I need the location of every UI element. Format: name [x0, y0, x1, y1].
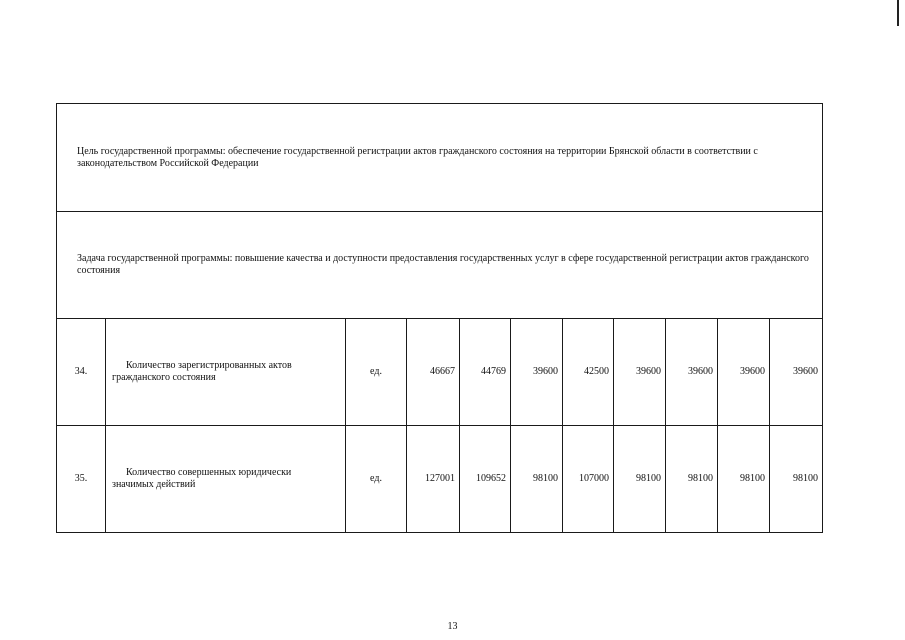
row-number: 35.: [57, 426, 106, 533]
task-text: Задача государственной программы: повышение качества и доступности предоставления государственных услуг в сфере государственной регистрации актов гражданского состояния: [77, 253, 809, 276]
value-cell: 98100: [511, 426, 563, 533]
value-cell: 98100: [614, 426, 666, 533]
unit-cell: ед.: [346, 319, 407, 426]
value-cell: 42500: [563, 319, 614, 426]
page-number: 13: [447, 621, 458, 632]
indicator-name-text: Количество совершенных юридически значимых действий: [112, 467, 292, 490]
value-cell: 39600: [770, 319, 823, 426]
value-cell: 39600: [614, 319, 666, 426]
indicator-name-text: Количество зарегистрированных актов гражданского состояния: [112, 360, 292, 383]
indicators-table: [56, 103, 823, 533]
goal-text: Цель государственной программы: обеспечение государственной регистрации актов гражданского состояния на территории Брянской области в соответствии с законодательством Российской Федерации: [77, 145, 758, 169]
goal-row: [57, 104, 823, 212]
unit-cell: ед.: [346, 426, 407, 533]
value-cell: 39600: [666, 319, 718, 426]
value-cell: 107000: [563, 426, 614, 533]
indicator-name: [106, 426, 346, 533]
value-cell: 98100: [770, 426, 823, 533]
value-cell: 44769: [460, 319, 511, 426]
page-edge-mark: [897, 0, 899, 26]
task-row: [57, 212, 823, 319]
value-cell: 39600: [718, 319, 770, 426]
value-cell: 98100: [718, 426, 770, 533]
table-row: [57, 319, 823, 426]
value-cell: 127001: [407, 426, 460, 533]
value-cell: 46667: [407, 319, 460, 426]
value-cell: 39600: [511, 319, 563, 426]
task-cell: [57, 212, 823, 319]
table-row: [57, 426, 823, 533]
row-number: 34.: [57, 319, 106, 426]
goal-cell: [57, 104, 823, 212]
indicator-name: [106, 319, 346, 426]
value-cell: 109652: [460, 426, 511, 533]
value-cell: 98100: [666, 426, 718, 533]
